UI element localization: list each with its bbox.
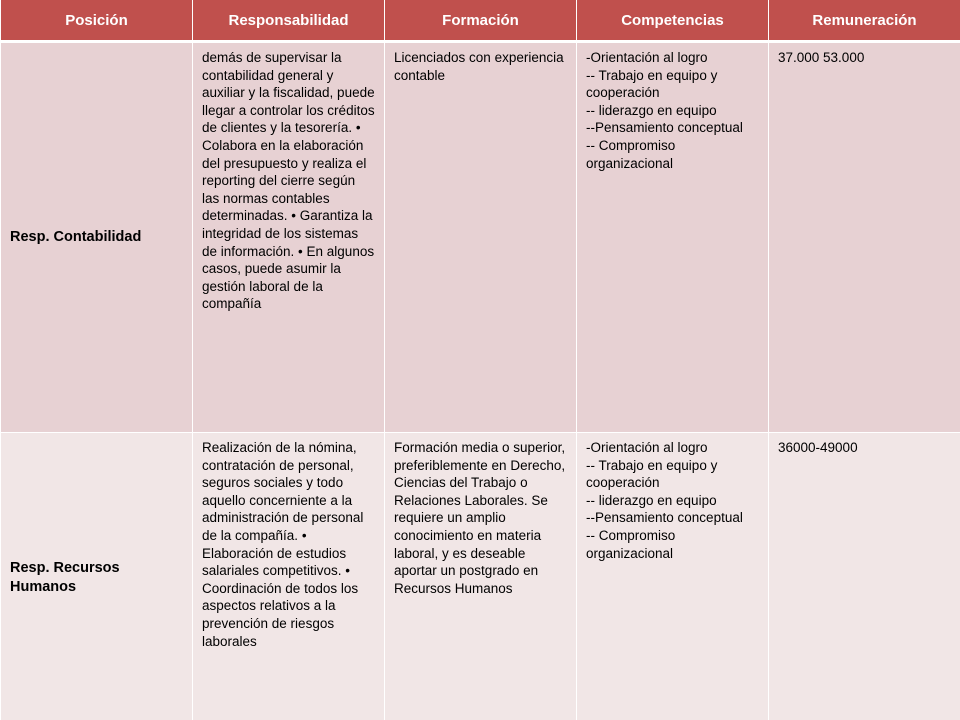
competency-item: -- Trabajo en equipo y cooperación bbox=[586, 67, 718, 101]
competency-item: -- liderazgo en equipo bbox=[586, 492, 717, 508]
header-responsibility: Responsabilidad bbox=[193, 0, 385, 42]
competencies-cell bbox=[577, 433, 769, 720]
competency-item: -- Trabajo en equipo y cooperación bbox=[586, 457, 718, 491]
responsibility-cell: Realización de la nómina, contratación de personal, seguros sociales y todo aquello concerniente a la administración de personal de la compañía. • Elaboración de estudios salariales competitivos. • Coordinación de todos los aspectos relativos a la prevención de riesgos laborales bbox=[193, 433, 385, 720]
competency-item: --Pensamiento conceptual bbox=[586, 510, 743, 526]
competency-item: -Orientación al logro bbox=[586, 50, 708, 65]
header-training: Formación bbox=[385, 0, 577, 42]
table-row bbox=[1, 433, 960, 720]
position-cell: Resp. Recursos Humanos bbox=[1, 433, 193, 720]
header-row bbox=[1, 0, 960, 42]
competency-item: --Pensamiento conceptual bbox=[586, 120, 743, 136]
header-competencies: Competencias bbox=[577, 0, 769, 42]
competency-item: -- liderazgo en equipo bbox=[586, 102, 717, 118]
salary-cell: 36000-49000 bbox=[769, 433, 960, 720]
competency-item: -- Compromiso organizacional bbox=[586, 137, 676, 171]
responsibility-cell: demás de supervisar la contabilidad general y auxiliar y la fiscalidad, puede llegar a controlar los créditos de clientes y la tesorería. • Colabora en la elaboración del presupuesto y realiza el reporting del cierre según las normas contables determinadas. • Garantiza la integridad de los sistemas de información. • En algunos casos, puede asumir la gestión laboral de la compañía bbox=[193, 42, 385, 433]
competency-item: -- Compromiso organizacional bbox=[586, 527, 676, 561]
competencies-cell bbox=[577, 42, 769, 433]
header-position: Posición bbox=[1, 0, 193, 42]
table-row bbox=[1, 42, 960, 433]
training-cell: Licenciados con experiencia contable bbox=[385, 42, 577, 433]
salary-cell: 37.000 53.000 bbox=[769, 42, 960, 433]
header-salary: Remuneración bbox=[769, 0, 960, 42]
training-cell: Formación media o superior, preferiblemente en Derecho, Ciencias del Trabajo o Relaciones Laborales. Se requiere un amplio conocimiento en materia laboral, y es deseable aportar un postgrado en Recursos Humanos bbox=[385, 433, 577, 720]
competency-item: -Orientación al logro bbox=[586, 440, 708, 455]
position-cell: Resp. Contabilidad bbox=[1, 42, 193, 433]
